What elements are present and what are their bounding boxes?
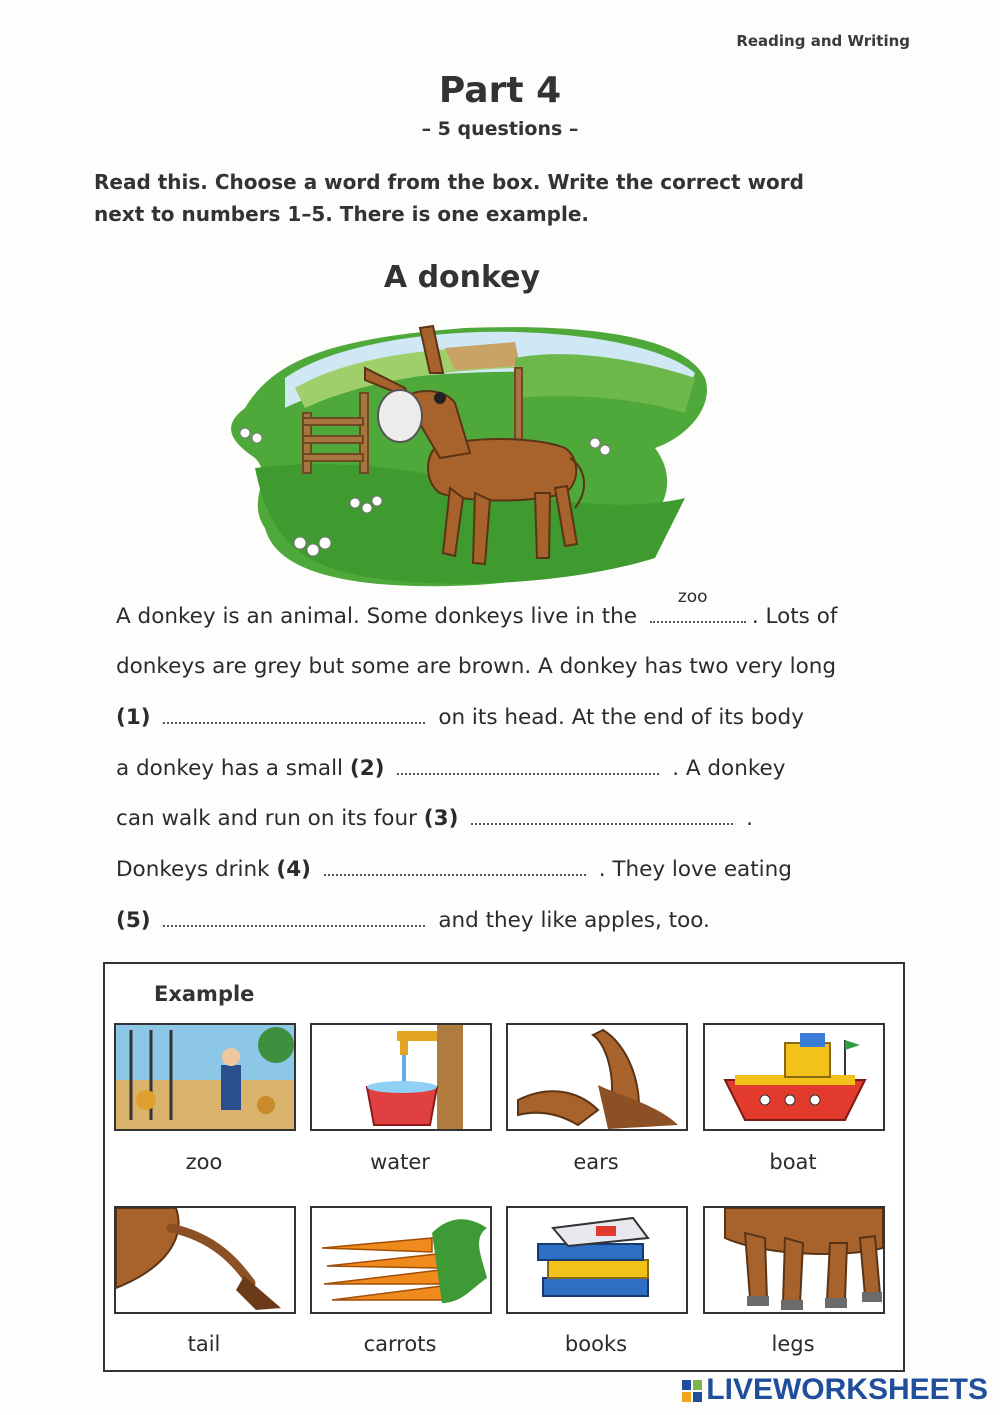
boat-picture xyxy=(703,1023,885,1131)
story-title: A donkey xyxy=(383,260,541,295)
ears-picture xyxy=(506,1023,688,1131)
passage-text: Donkeys drink xyxy=(116,857,270,882)
passage-line-5 xyxy=(116,856,792,882)
passage-line-0 xyxy=(116,587,838,629)
liveworksheets-logo-icon xyxy=(682,1380,702,1402)
passage-line-4 xyxy=(116,805,753,831)
passage-text: can walk and run on its four xyxy=(116,806,417,831)
word-zoo: zoo xyxy=(185,1150,223,1174)
part-title: Part 4 xyxy=(438,70,562,111)
section-header: Reading and Writing xyxy=(736,32,910,50)
liveworksheets-brand xyxy=(682,1373,988,1407)
answer-blank-4[interactable] xyxy=(324,856,586,876)
word-water: water xyxy=(370,1150,430,1174)
part-subtitle: – 5 questions – xyxy=(421,118,579,140)
instructions-line-2: next to numbers 1–5. There is one example. xyxy=(94,202,590,226)
tail-picture xyxy=(114,1206,296,1314)
word-ears: ears xyxy=(573,1150,619,1174)
brand-text: LIVEWORKSHEETS xyxy=(706,1373,988,1406)
word-books: books xyxy=(564,1332,628,1356)
word-tail: tail xyxy=(187,1332,221,1356)
passage-line-6 xyxy=(116,907,710,933)
question-number: (3) xyxy=(423,806,459,831)
passage-text: a donkey has a small xyxy=(116,756,344,781)
question-number: (5) xyxy=(116,908,151,933)
word-legs: legs xyxy=(771,1332,815,1356)
passage-text: A donkey is an animal. Some donkeys live in the xyxy=(116,604,637,629)
carrots-picture xyxy=(310,1206,492,1314)
instructions xyxy=(94,166,854,230)
passage-line-2 xyxy=(116,704,804,730)
question-number: (1) xyxy=(116,705,151,730)
question-number: (4) xyxy=(276,857,312,882)
water-picture xyxy=(310,1023,492,1131)
books-picture xyxy=(506,1206,688,1314)
example-answer: zoo xyxy=(677,587,708,607)
passage-text: . xyxy=(746,806,753,831)
passage-text: . They love eating xyxy=(598,857,792,882)
passage-line-1: donkeys are grey but some are brown. A donkey has two very long xyxy=(116,654,837,679)
passage-text: on its head. At the end of its body xyxy=(438,705,804,730)
answer-blank-1[interactable] xyxy=(163,704,425,724)
instructions-line-1: Read this. Choose a word from the box. Write the correct word xyxy=(94,170,804,194)
word-carrots: carrots xyxy=(363,1332,437,1356)
example-label: Example xyxy=(154,982,255,1006)
answer-blank-5[interactable] xyxy=(163,907,425,927)
donkey-illustration xyxy=(215,318,715,598)
word-boat: boat xyxy=(769,1150,817,1174)
passage-line-3 xyxy=(116,755,785,781)
legs-picture xyxy=(703,1206,885,1314)
passage-text: . A donkey xyxy=(672,756,786,781)
zoo-picture xyxy=(114,1023,296,1131)
example-blank xyxy=(650,587,746,623)
answer-blank-3[interactable] xyxy=(471,805,733,825)
question-number: (2) xyxy=(349,756,385,781)
passage-text: and they like apples, too. xyxy=(438,908,710,933)
passage-text: . Lots of xyxy=(751,604,838,629)
answer-blank-2[interactable] xyxy=(397,755,659,775)
